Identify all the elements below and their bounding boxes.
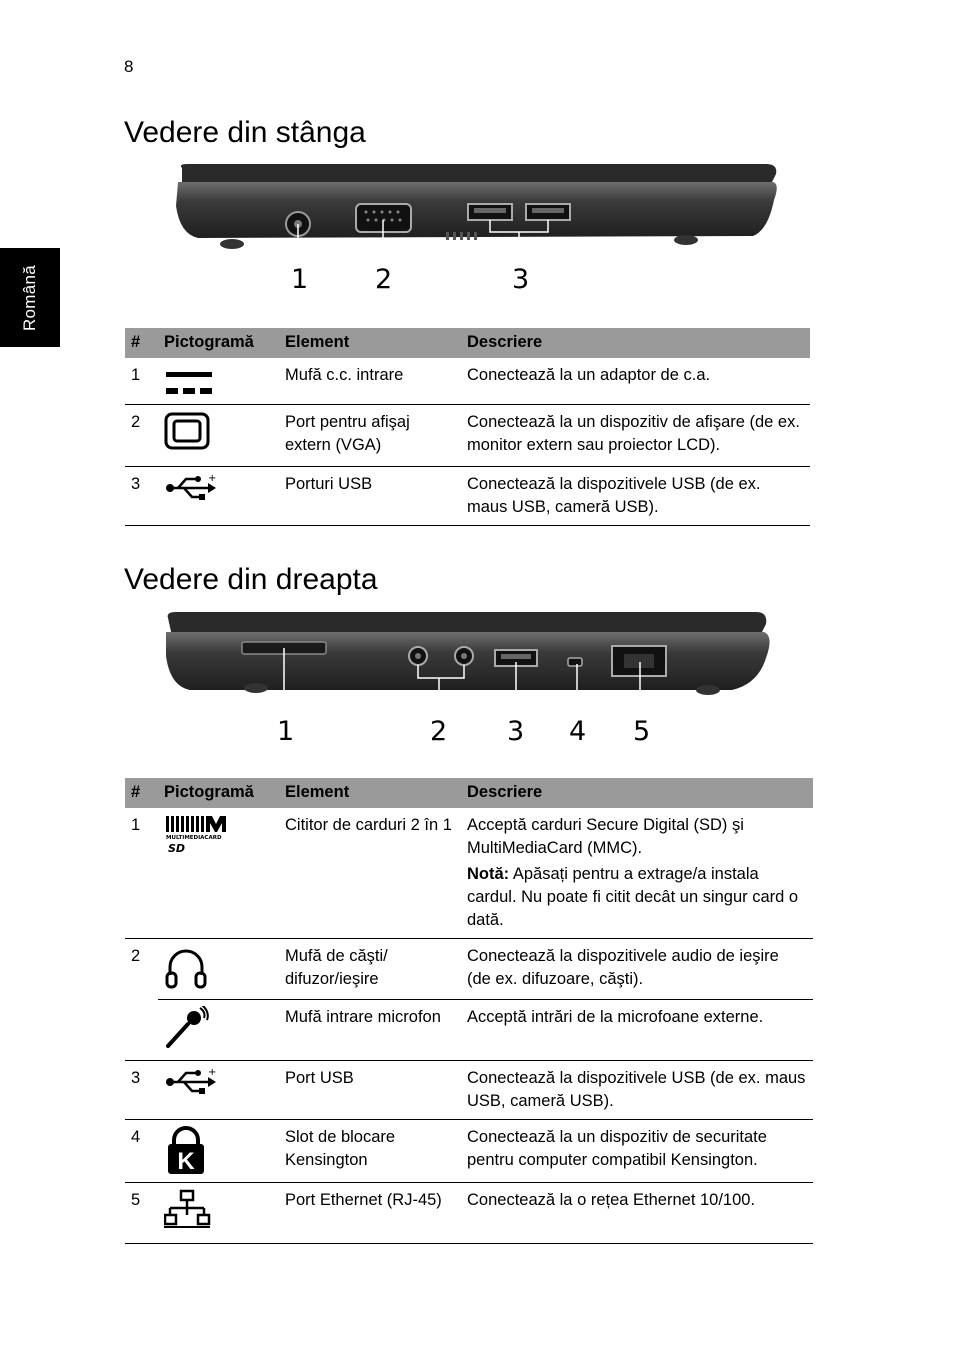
row-num: 1 — [125, 808, 158, 939]
row-num: 2 — [125, 405, 158, 467]
kensington-lock-icon — [164, 1126, 208, 1176]
note-text: Apăsați pentru a extrage/a instala cardul. Nu poate fi citit decât un singur card o dată. — [467, 865, 799, 929]
usb-icon — [164, 473, 216, 503]
row-element: Mufă intrare microfon — [279, 1000, 461, 1061]
left-callout-1: 1 — [291, 264, 309, 295]
row-element: Port Ethernet (RJ-45) — [279, 1183, 461, 1244]
svg-text:+: + — [208, 473, 216, 484]
row-num: 3 — [125, 1061, 158, 1120]
row-element: Port USB — [279, 1061, 461, 1120]
right-callout-1: 1 — [277, 716, 295, 747]
row-num: 3 — [125, 467, 158, 526]
laptop-right-side-image — [162, 606, 774, 706]
header-num: # — [125, 328, 158, 358]
right-callout-2: 2 — [430, 716, 448, 747]
page-number: 8 — [124, 57, 134, 76]
table-row — [125, 1000, 813, 1061]
table-header-row — [125, 778, 813, 808]
row-element: Porturi USB — [279, 467, 461, 526]
left-callout-3: 3 — [512, 264, 530, 295]
language-side-tab — [0, 248, 60, 347]
row-num: 4 — [125, 1120, 158, 1183]
header-description: Descriere — [461, 778, 813, 808]
row-description: Conectează la dispozitivele USB (de ex. maus USB, cameră USB). — [461, 467, 810, 526]
table-row — [125, 1120, 813, 1183]
headphones-icon — [164, 945, 208, 991]
laptop-left-side-image — [168, 160, 783, 255]
dc-in-icon — [164, 364, 214, 398]
microphone-icon — [164, 1006, 210, 1050]
sd-logo-text: SD — [168, 842, 186, 854]
table-row — [125, 808, 813, 939]
table-header-row — [125, 328, 810, 358]
header-description: Descriere — [461, 328, 810, 358]
right-view-title: Vedere din dreapta — [124, 563, 378, 596]
table-row — [125, 405, 810, 467]
usb-icon — [164, 1067, 216, 1097]
header-num: # — [125, 778, 158, 808]
table-row — [125, 939, 813, 1000]
row-element: Port pentru afişaj extern (VGA) — [279, 405, 461, 467]
svg-text:+: + — [208, 1067, 216, 1078]
row-num: 2 — [131, 947, 141, 965]
row-description: Conectează la o rețea Ethernet 10/100. — [461, 1183, 813, 1244]
row-element: Cititor de carduri 2 în 1 — [279, 808, 461, 939]
header-icon: Pictogramă — [158, 328, 279, 358]
ethernet-icon — [164, 1189, 212, 1229]
row-description: Acceptă carduri Secure Digital (SD) şi MultiMediaCard (MMC). — [467, 816, 744, 857]
row-num: 1 — [125, 358, 158, 405]
right-callout-5: 5 — [633, 716, 651, 747]
row-description: Conectează la dispozitivele audio de ieşire (de ex. difuzoare, căşti). — [461, 939, 813, 1000]
vga-port-icon — [164, 411, 212, 451]
row-element: Mufă de căşti/ difuzor/ieşire — [279, 939, 461, 1000]
row-note — [467, 863, 807, 932]
row-num — [125, 1000, 158, 1061]
row-element: Slot de blocare Kensington — [279, 1120, 461, 1183]
header-element: Element — [279, 778, 461, 808]
table-row — [125, 358, 810, 405]
header-icon: Pictogramă — [158, 778, 279, 808]
right-view-table — [125, 778, 813, 1244]
left-view-table — [125, 328, 810, 526]
row-description: Conectează la un dispozitiv de securitate pentru computer compatibil Kensington. — [461, 1120, 813, 1183]
right-callout-4: 4 — [569, 716, 587, 747]
row-description: Acceptă intrări de la microfoane externe. — [461, 1000, 813, 1061]
left-callout-2: 2 — [375, 264, 393, 295]
row-num: 5 — [125, 1183, 158, 1244]
row-description: Conectează la un dispozitiv de afişare (de ex. monitor extern sau proiector LCD). — [461, 405, 810, 467]
table-row — [125, 467, 810, 526]
row-element: Mufă c.c. intrare — [279, 358, 461, 405]
language-side-tab-label: Română — [20, 264, 39, 331]
row-description: Conectează la dispozitivele USB (de ex. maus USB, cameră USB). — [461, 1061, 813, 1120]
row-description: Conectează la un adaptor de c.a. — [461, 358, 810, 405]
note-label: Notă: — [467, 865, 510, 883]
header-element: Element — [279, 328, 461, 358]
mmc-logo-text: MULTIMEDIACARD — [166, 835, 222, 841]
table-row — [125, 1061, 813, 1120]
left-view-title: Vedere din stânga — [124, 116, 366, 149]
kensington-letter: K — [177, 1148, 195, 1175]
card-reader-icon — [164, 814, 228, 854]
right-callout-3: 3 — [507, 716, 525, 747]
table-row — [125, 1183, 813, 1244]
